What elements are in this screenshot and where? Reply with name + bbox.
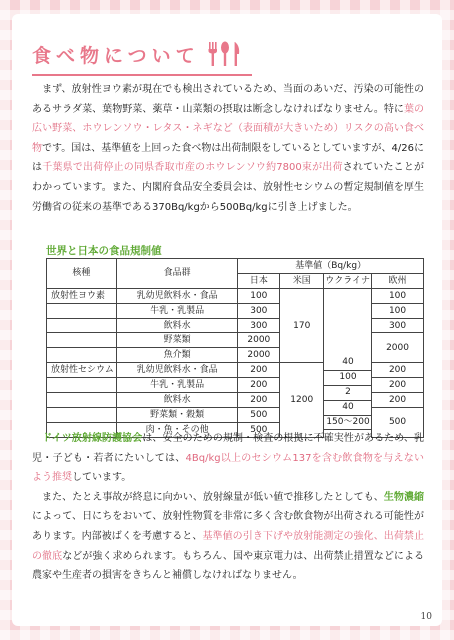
- ukraine-cell: 2: [324, 386, 372, 401]
- ukraine-cell: 40: [324, 356, 372, 371]
- para2-highlight-3: 基準値の引き下げや放射能測定の強化、出荷禁止の徹底: [32, 530, 424, 562]
- japan-cell: 300: [238, 318, 280, 333]
- food-cell: 肉・魚・その他: [116, 422, 238, 437]
- ukraine-cell: 100: [324, 371, 372, 386]
- page-sheet: [12, 14, 442, 626]
- food-cell: 飲料水: [116, 393, 238, 408]
- intro-paragraph: [32, 80, 424, 217]
- nuclide-blank: [47, 378, 117, 393]
- section-header: [32, 34, 246, 74]
- eu-cell: 500: [372, 407, 424, 437]
- para2-text-3: また、たとえ事故が終息に向かい、放射線量が低い値で推移したとしても、: [42, 491, 384, 503]
- ukraine-values: [324, 356, 372, 430]
- japan-cell: 500: [238, 407, 280, 422]
- table-title: 世界と日本の食品規制値: [46, 245, 162, 257]
- header-country: 米国: [280, 273, 324, 288]
- us-cell: 1200: [280, 363, 324, 437]
- eu-cell: 2000: [372, 333, 424, 363]
- nuclide-iodine: 放射性ヨウ素: [47, 288, 117, 303]
- japan-cell: 200: [238, 393, 280, 408]
- intro-text-3: されていたことがわかっています。また、内閣府食品安全委員会は、放射性セシウムの暫定規制値を厚生労働省の従来の基準である370Bq/kgから500Bq/kgに引き上げました。: [32, 162, 425, 213]
- table-header-row: [47, 259, 424, 274]
- para2-text-1: は、安全のための規制・検査の根拠に不確実性があるため、乳児・子ども・若者にたいしては、: [32, 433, 424, 464]
- intro-text-2: です。国は、基準値を上回った食べ物は出荷制限をしているとしていますが、4/26には: [32, 142, 425, 174]
- para2-text-5: などが強く求められます。もちろん、国や東京電力は、出荷禁止措置などによる農家や生産者の損害をきちんと補償しなければなりません。: [32, 550, 425, 582]
- food-cell: 乳幼児飲料水・食品: [116, 363, 238, 378]
- food-cell: 牛乳・乳製品: [116, 303, 238, 318]
- nuclide-blank: [47, 348, 117, 363]
- header-standard: 基準値（Bq/kg）: [238, 259, 424, 274]
- eu-cell: 100: [372, 303, 424, 318]
- nuclide-blank: [47, 333, 117, 348]
- japan-cell: 2000: [238, 333, 280, 348]
- nuclide-blank: [47, 318, 117, 333]
- para2-text-2: しています。: [72, 472, 132, 484]
- nuclide-blank: [47, 407, 117, 422]
- para2-highlight-2: 生物濃縮: [383, 491, 425, 503]
- section-title: 食べ物について: [32, 44, 200, 67]
- nuclide-cesium: 放射性セシウム: [47, 363, 117, 378]
- eu-cell: 200: [372, 378, 424, 393]
- organization-name: ドイツ放射線防護協会: [42, 433, 143, 444]
- food-cell: 乳幼児飲料水・食品: [116, 288, 238, 303]
- header-country: 欧州: [372, 273, 424, 288]
- header-nuclide: 核種: [47, 259, 117, 289]
- para2-text-4: によって、日にちをおいて、放射性物質を非常に多く含む飲食物が出荷される可能性があります。内部被ばくを考慮すると、: [32, 511, 424, 542]
- food-cell: 牛乳・乳製品: [116, 378, 238, 393]
- ukraine-cell: 40: [324, 401, 372, 416]
- header-food-group: 食品群: [116, 259, 238, 289]
- header-country: 日本: [238, 273, 280, 288]
- food-cell: 魚介類: [116, 348, 238, 363]
- japan-cell: 300: [238, 303, 280, 318]
- us-cell: 170: [280, 288, 324, 362]
- second-paragraph: [32, 429, 424, 586]
- header-country: ウクライナ: [324, 273, 372, 288]
- japan-cell: 200: [238, 363, 280, 378]
- nuclide-blank: [47, 393, 117, 408]
- intro-text-1: まず、放射性ヨウ素が現在でも検出されているため、当面のあいだ、汚染の可能性のあるサラダ菜、葉物野菜、薬草・山菜類の摂取は断念しなければなりません。特に: [32, 84, 424, 115]
- title-underline: [32, 74, 252, 76]
- eu-cell: 200: [372, 393, 424, 408]
- page-number: 10: [420, 612, 432, 622]
- food-cell: 野菜類・穀類: [116, 407, 238, 422]
- food-cell: 野菜類: [116, 333, 238, 348]
- japan-cell: 2000: [238, 348, 280, 363]
- ukraine-cell: 150〜200: [324, 416, 372, 431]
- intro-highlight-1: 葉の広い野菜、ホウレンソウ・レタス・ネギなど（表面積が大きいため）リスクの高い食べ物: [32, 103, 425, 154]
- eu-cell: 300: [372, 318, 424, 333]
- intro-highlight-2: 千葉県で出荷停止の同県香取市産のホウレンソウ約7800束が出荷: [42, 162, 343, 174]
- table-row: [47, 288, 424, 303]
- japan-cell: 100: [238, 288, 280, 303]
- eu-cell: 100: [372, 288, 424, 303]
- nuclide-blank: [47, 303, 117, 318]
- food-cell: 飲料水: [116, 318, 238, 333]
- fork-spoon-knife-icon: [206, 40, 246, 68]
- japan-cell: 500: [238, 422, 280, 437]
- eu-cell: 200: [372, 363, 424, 378]
- japan-cell: 200: [238, 378, 280, 393]
- para2-highlight-1: 4Bq/kg以上のセシウム137を含む飲食物を与えないよう推奨: [32, 452, 424, 484]
